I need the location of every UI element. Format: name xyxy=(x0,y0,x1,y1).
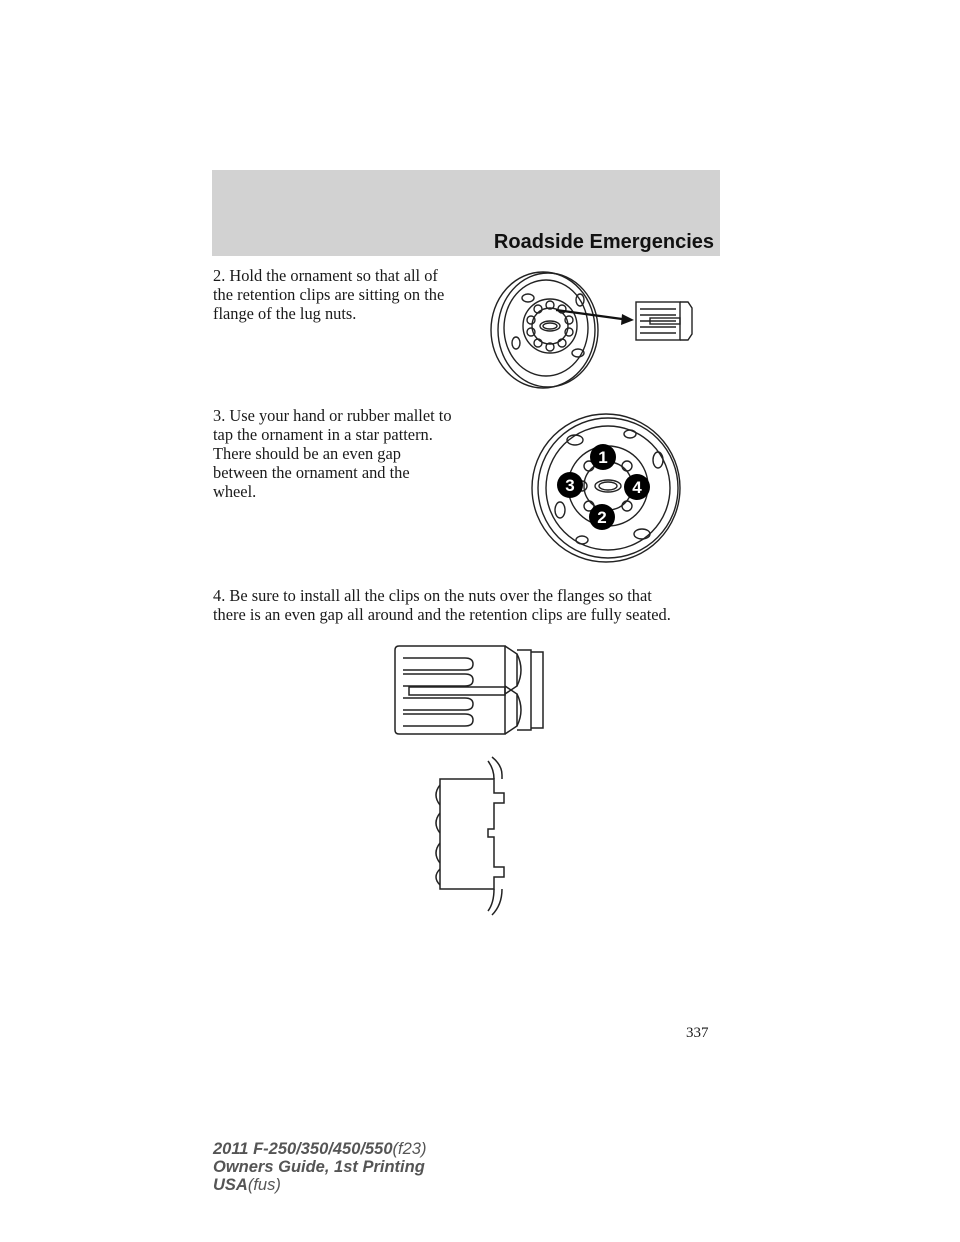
footer-model: 2011 F-250/350/450/550 xyxy=(213,1140,393,1158)
star-label-2: 2 xyxy=(597,508,607,527)
wheel-ornament-figure xyxy=(488,268,714,394)
star-label-1: 1 xyxy=(598,448,608,467)
page-number: 337 xyxy=(686,1025,709,1041)
footer-market-code: (fus) xyxy=(247,1176,281,1194)
footer-model-code: (f23) xyxy=(392,1140,427,1158)
star-pattern-figure xyxy=(530,410,690,570)
page-footer xyxy=(213,1140,426,1194)
footer-guide: Owners Guide, 1st Printing xyxy=(213,1158,425,1176)
star-label-3: 3 xyxy=(565,476,575,495)
section-title: Roadside Emergencies xyxy=(493,231,714,253)
section-header-band xyxy=(212,170,720,256)
footer-market: USA xyxy=(213,1176,248,1194)
ornament-nut-figure xyxy=(393,640,553,740)
star-label-4: 4 xyxy=(632,478,642,497)
ornament-section-figure xyxy=(430,755,520,917)
step-4-text: 4. Be sure to install all the clips on the nuts over the flanges so that there is an even gap all around and the retention clips are fully seated. xyxy=(213,586,671,624)
step-2-text: 2. Hold the ornament so that all of the retention clips are sitting on the flange of the lug nuts. xyxy=(213,266,445,323)
step-3-text: 3. Use your hand or rubber mallet to tap the ornament in a star pattern. There should be an even gap between the ornament and the wheel. xyxy=(213,406,452,501)
